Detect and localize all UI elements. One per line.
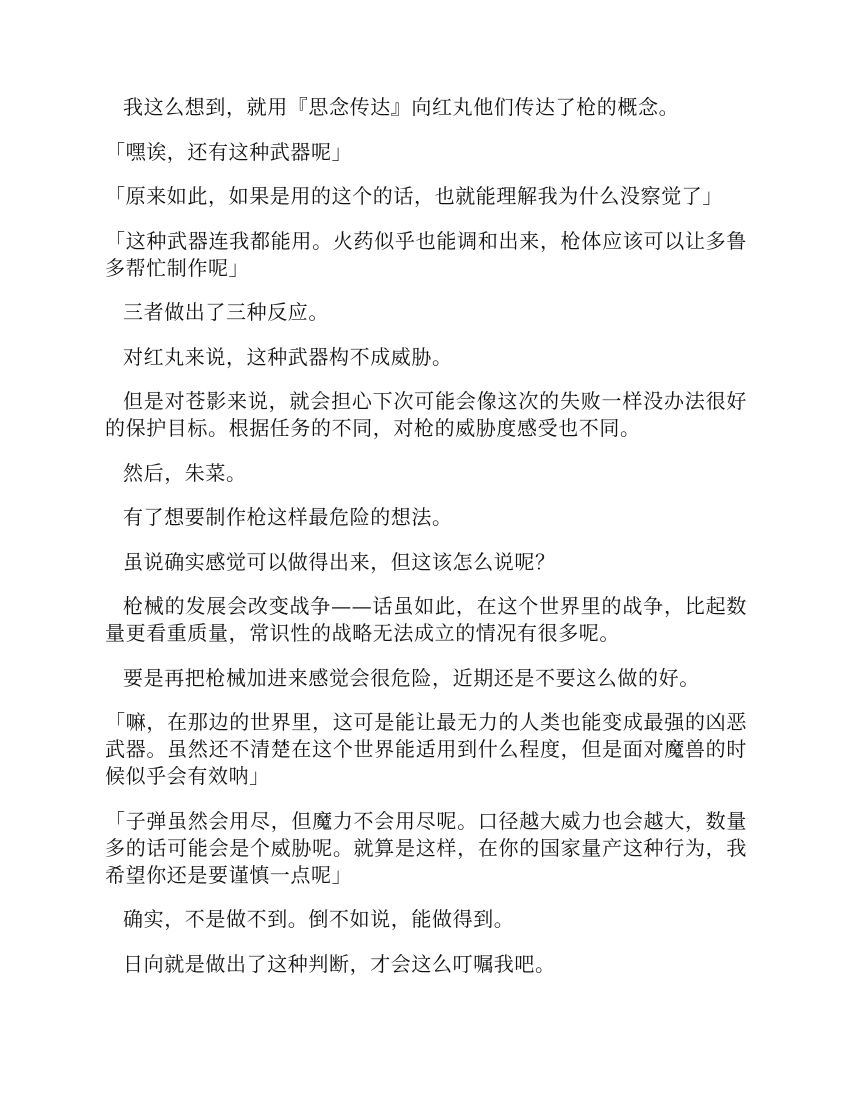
paragraph: 要是再把枪械加进来感觉会很危险，近期还是不要这么做的好。 xyxy=(123,665,700,690)
paragraph: 确实，不是做不到。倒不如说，能做得到。 xyxy=(123,907,515,931)
document-page xyxy=(105,94,747,995)
paragraph: 「这种武器连我都能用。火药似乎也能调和出来，枪体应该可以让多鲁多帮忙制作呢」 xyxy=(105,228,747,280)
paragraph: 有了想要制作枪这样最危险的想法。 xyxy=(123,505,453,529)
paragraph: 「嘿诶，还有这种武器呢」 xyxy=(105,139,353,164)
paragraph: 我这么想到，就用『思念传达』向红丸他们传达了枪的概念。 xyxy=(123,95,680,119)
paragraph: 虽说确实感觉可以做得出来，但这该怎么说呢？ xyxy=(123,549,556,574)
paragraph: 三者做出了三种反应。 xyxy=(123,300,329,324)
paragraph: 「原来如此，如果是用的这个的话，也就能理解我为什么没察觉了」 xyxy=(105,184,723,208)
paragraph: 日向就是做出了这种判断，才会这么叮嘱我吧。 xyxy=(123,951,556,976)
paragraph: 但是对苍影来说，就会担心下次可能会像这次的失败一样没办法很好的保护目标。根据任务的不同，对枪的威胁度感受也不同。 xyxy=(105,389,747,440)
paragraph: 「嘛，在那边的世界里，这可是能让最无力的人类也能变成最强的凶恶武器。虽然还不清楚在这个世界能适用到什么程度，但是面对魔兽的时候似乎会有效呐」 xyxy=(105,710,747,788)
paragraph: 然后，朱菜。 xyxy=(123,460,247,485)
paragraph: 「子弹虽然会用尽，但魔力不会用尽呢。口径越大威力也会越大，数量多的话可能会是个威胁呢。就算是这样，在你的国家量产这种行为，我希望你还是要谨慎一点呢」 xyxy=(105,808,747,887)
paragraph: 对红丸来说，这种武器构不成威胁。 xyxy=(123,344,453,369)
paragraph: 枪械的发展会改变战争——话虽如此，在这个世界里的战争，比起数量更看重质量，常识性的战略无法成立的情况有很多呢。 xyxy=(105,594,747,645)
